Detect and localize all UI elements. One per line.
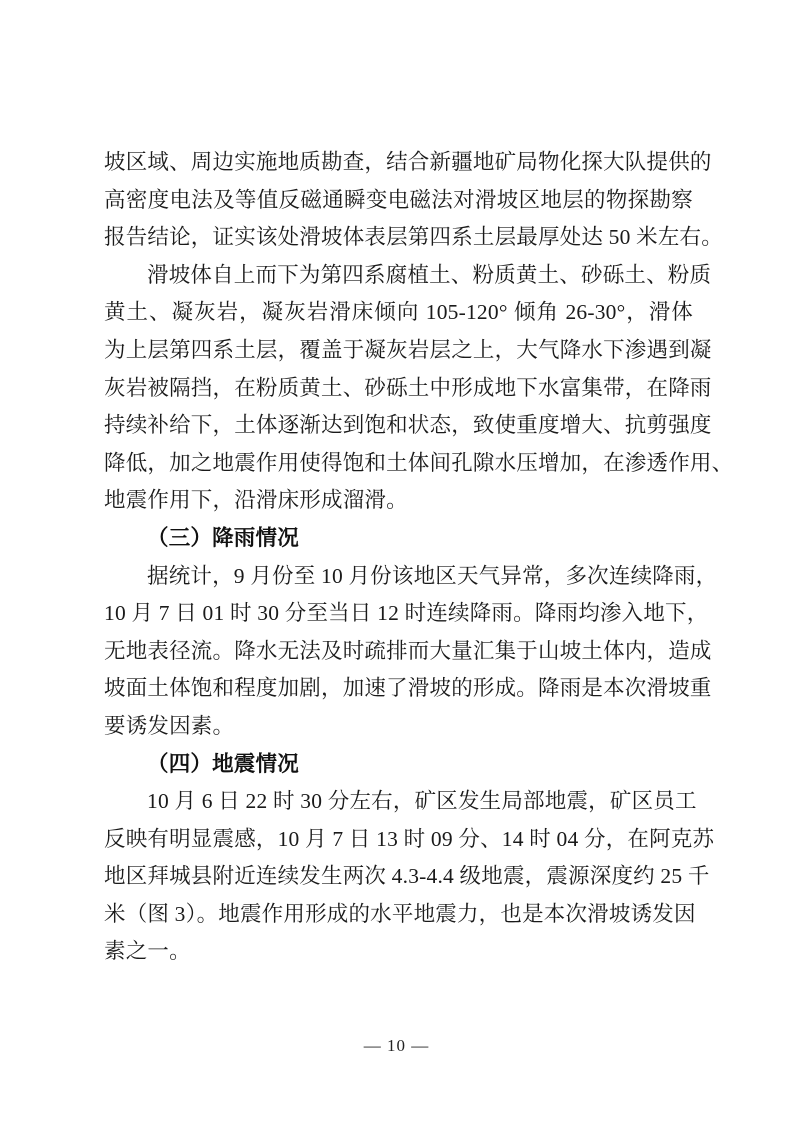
document-body <box>104 144 734 971</box>
document-line: 坡面土体饱和程度加剧，加速了滑坡的形成。降雨是本次滑坡重 <box>104 676 712 701</box>
document-line: 米（图 3）。地震作用形成的水平地震力，也是本次滑坡诱发因 <box>104 901 696 926</box>
document-line: 坡区域、周边实施地质勘查，结合新疆地矿局物化探大队提供的 <box>104 150 712 174</box>
document-line: 要诱发因素。 <box>104 713 235 738</box>
document-line: 黄土、凝灰岩，凝灰岩滑床倾向 105-120° 倾角 26-30°，滑体 <box>104 300 693 325</box>
page-number: — 10 — <box>363 1036 430 1055</box>
document-line: 持续补给下，土体逐渐达到饱和状态，致使重度增大、抗剪强度 <box>104 413 712 438</box>
document-line: 降低，加之地震作用使得饱和土体间孔隙水压增加，在渗透作用、 <box>104 450 734 475</box>
document-line: 滑坡体自上而下为第四系腐植土、粉质黄土、砂砾土、粉质 <box>147 262 712 287</box>
section-heading: （三）降雨情况 <box>147 525 299 550</box>
document-line: 报告结论，证实该处滑坡体表层第四系土层最厚处达 50 米左右。 <box>104 225 723 250</box>
document-line: 地震作用下，沿滑床形成溜滑。 <box>104 488 408 513</box>
document-line: 为上层第四系土层，覆盖于凝灰岩层之上，大气降水下渗遇到凝 <box>104 337 712 362</box>
document-line: 据统计，9 月份至 10 月份该地区天气异常，多次连续降雨， <box>147 563 718 588</box>
document-line: 无地表径流。降水无法及时疏排而大量汇集于山坡土体内，造成 <box>104 638 712 663</box>
document-line: 素之一。 <box>104 939 191 964</box>
document-line: 地区拜城县附近连续发生两次 4.3-4.4 级地震，震源深度约 25 千 <box>104 864 710 889</box>
document-line: 10 月 6 日 22 时 30 分左右，矿区发生局部地震，矿区员工 <box>147 789 697 814</box>
document-line: 反映有明显震感，10 月 7 日 13 时 09 分、14 时 04 分，在阿克苏 <box>104 826 715 851</box>
document-line: 灰岩被隔挡，在粉质黄土、砂砾土中形成地下水富集带，在降雨 <box>104 375 712 400</box>
section-heading: （四）地震情况 <box>147 751 299 776</box>
document-line: 10 月 7 日 01 时 30 分至当日 12 时连续降雨。降雨均渗入地下， <box>104 601 709 626</box>
document-line: 高密度电法及等值反磁通瞬变电磁法对滑坡区地层的物探勘察 <box>104 187 693 212</box>
